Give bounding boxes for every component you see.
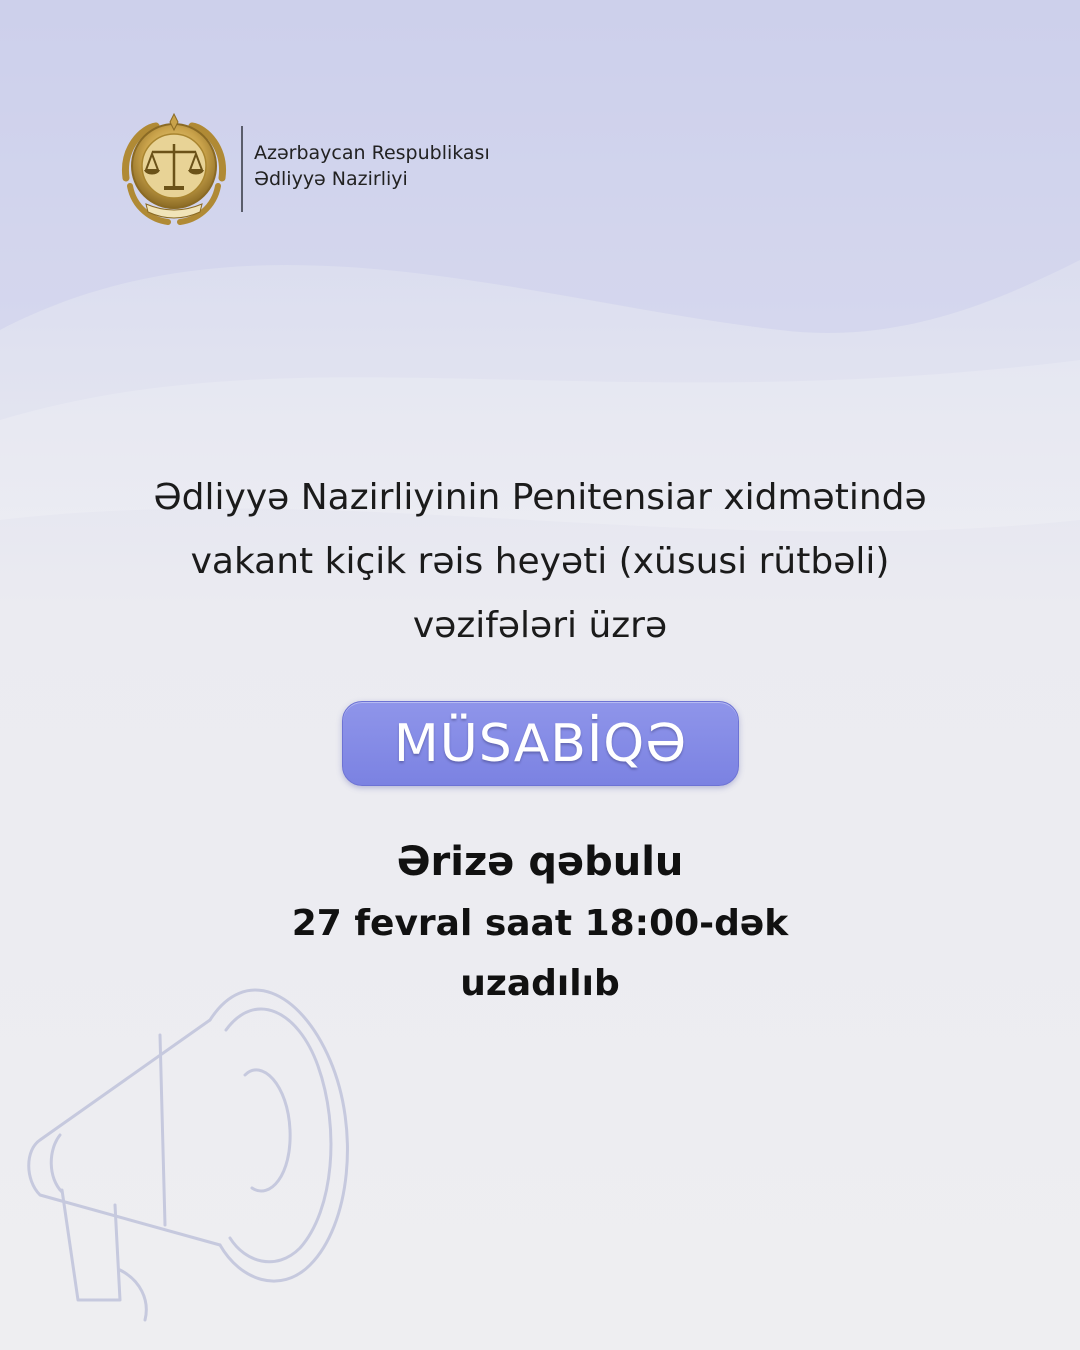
announcement-title: Ərizə qəbulu <box>396 839 684 885</box>
ministry-name-line1: Azərbaycan Respublikası <box>254 142 490 164</box>
justice-scales-emblem-icon <box>112 108 236 232</box>
ministry-name-line2: Ədliyyə Nazirliyi <box>254 168 408 190</box>
vacancy-description-line2: vakant kiçik rəis heyəti (xüsusi rütbəli) <box>190 541 890 582</box>
ministry-name <box>254 140 490 192</box>
vacancy-description-line1: Ədliyyə Nazirliyinin Penitensiar xidmətində <box>153 477 927 518</box>
logo-divider <box>241 126 243 212</box>
vacancy-description <box>40 466 1040 658</box>
announcement <box>40 830 1040 1014</box>
ministry-logo <box>112 108 552 238</box>
competition-badge: MÜSABİQƏ <box>342 701 739 786</box>
announcement-status: uzadılıb <box>460 963 620 1004</box>
announcement-deadline: 27 fevral saat 18:00-dək <box>291 903 789 944</box>
vacancy-description-line3: vəzifələri üzrə <box>412 605 668 646</box>
